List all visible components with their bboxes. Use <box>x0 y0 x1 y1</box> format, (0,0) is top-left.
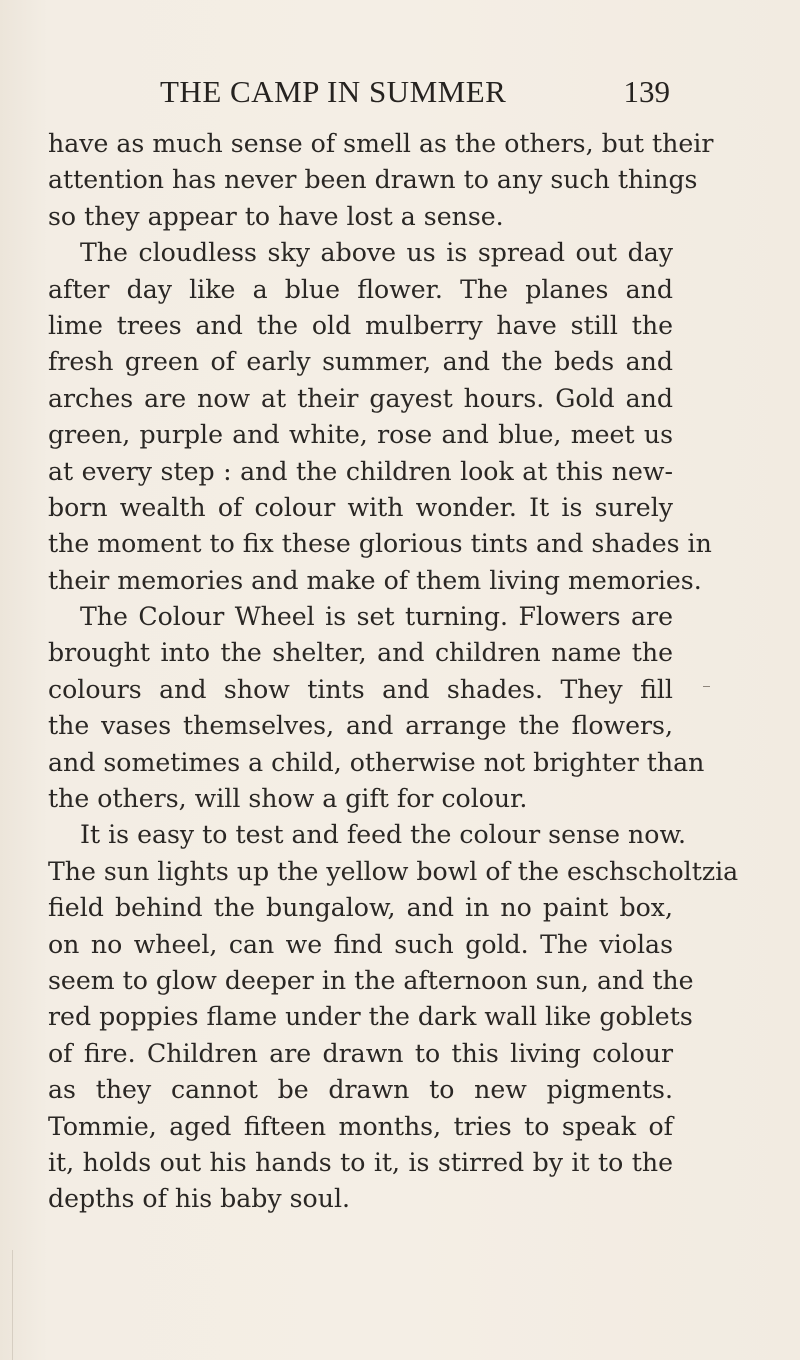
text-line: the moment to fix these glorious tints and shades in <box>48 529 712 559</box>
text-line: of fire. Children are drawn to this living colour <box>48 1038 673 1068</box>
text-line: The cloudless sky above us is spread out day <box>80 238 673 268</box>
text-line: as they cannot be drawn to new pigments. <box>48 1075 673 1105</box>
running-head <box>160 74 670 114</box>
page-edge-mark <box>12 1250 13 1360</box>
text-line: have as much sense of smell as the others, but their <box>48 129 714 158</box>
running-title: THE CAMP IN SUMMER <box>160 74 507 109</box>
text-line: the vases themselves, and arrange the flowers, <box>48 711 673 741</box>
body-text <box>48 126 739 1218</box>
text-line: the others, will show a gift for colour. <box>48 784 528 814</box>
text-line: their memories and make of them living memories. <box>48 565 702 595</box>
text-line: so they appear to have lost a sense. <box>48 201 504 231</box>
text-line: depths of his baby soul. <box>48 1184 351 1214</box>
text-line: and sometimes a child, otherwise not brighter than <box>48 747 705 777</box>
text-line: brought into the shelter, and children name the <box>48 638 673 668</box>
text-line: The Colour Wheel is set turning. Flowers are <box>80 602 673 632</box>
text-line: red poppies flame under the dark wall like goblets <box>48 1002 693 1032</box>
text-line: at every step : and the children look at this new- <box>48 456 673 486</box>
text-line: Tommie, aged fifteen months, tries to speak of <box>48 1111 673 1141</box>
text-line: It is easy to test and feed the colour sense now. <box>80 820 687 850</box>
text-line: colours and show tints and shades. They fill <box>48 674 673 704</box>
text-line: The sun lights up the yellow bowl of the eschscholtzia <box>48 856 739 886</box>
text-line: on no wheel, can we find such gold. The violas <box>48 929 673 959</box>
text-line: field behind the bungalow, and in no paint box, <box>48 893 673 923</box>
text-line: it, holds out his hands to it, is stirred by it to the <box>48 1147 673 1177</box>
text-line: fresh green of early summer, and the beds and <box>48 347 673 377</box>
text-line: seem to glow deeper in the afternoon sun, and the <box>48 965 694 995</box>
text-line: attention has never been drawn to any such things <box>48 165 698 195</box>
page-number: 139 <box>623 74 670 109</box>
text-line: lime trees and the old mulberry have still the <box>48 310 673 340</box>
text-line: after day like a blue flower. The planes and <box>48 274 673 304</box>
margin-mark <box>703 686 710 687</box>
text-line: green, purple and white, rose and blue, meet us <box>48 420 673 450</box>
text-line: born wealth of colour with wonder. It is surely <box>48 492 673 522</box>
text-line: arches are now at their gayest hours. Gold and <box>48 383 673 413</box>
